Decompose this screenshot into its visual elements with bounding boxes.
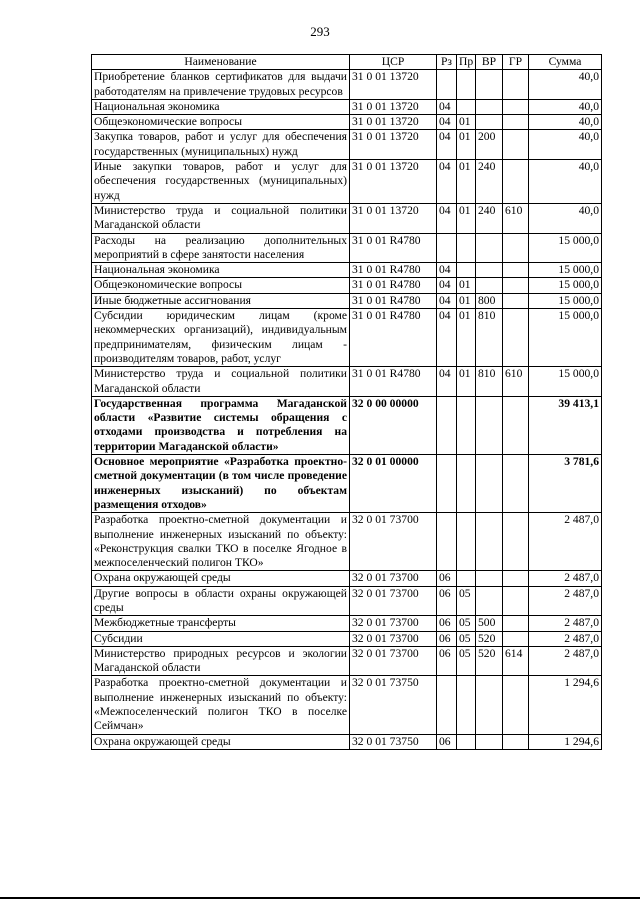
table-row	[92, 586, 602, 616]
cell-gr	[503, 513, 529, 571]
cell-vr: 240	[476, 203, 503, 233]
cell-rz: 04	[437, 309, 457, 367]
cell-vr	[476, 586, 503, 616]
cell-sum: 2 487,0	[529, 571, 602, 586]
cell-rz: 06	[437, 586, 457, 616]
cell-csr: 31 0 01 R4780	[350, 367, 437, 397]
cell-rz: 04	[437, 115, 457, 130]
cell-sum: 40,0	[529, 130, 602, 160]
cell-vr	[476, 676, 503, 734]
cell-sum: 1 294,6	[529, 676, 602, 734]
cell-sum: 15 000,0	[529, 278, 602, 293]
cell-rz: 04	[437, 263, 457, 278]
cell-name: Межбюджетные трансферты	[92, 616, 350, 631]
cell-sum: 2 487,0	[529, 513, 602, 571]
cell-name: Национальная экономика	[92, 263, 350, 278]
cell-sum: 39 413,1	[529, 396, 602, 454]
cell-csr: 31 0 01 13720	[350, 115, 437, 130]
table-row	[92, 367, 602, 397]
cell-vr	[476, 278, 503, 293]
cell-pr: 01	[457, 278, 476, 293]
table-row	[92, 616, 602, 631]
cell-sum: 1 294,6	[529, 734, 602, 749]
cell-rz: 04	[437, 278, 457, 293]
cell-pr	[457, 263, 476, 278]
table-row	[92, 99, 602, 114]
cell-name: Министерство труда и социальной политики Магаданской области	[92, 203, 350, 233]
cell-name: Охрана окружающей среды	[92, 571, 350, 586]
cell-pr	[457, 99, 476, 114]
table-row	[92, 278, 602, 293]
cell-gr	[503, 616, 529, 631]
cell-vr: 810	[476, 367, 503, 397]
cell-csr: 32 0 01 73700	[350, 631, 437, 646]
table-row	[92, 396, 602, 454]
cell-sum: 15 000,0	[529, 293, 602, 308]
cell-pr: 01	[457, 293, 476, 308]
cell-vr	[476, 513, 503, 571]
cell-rz: 04	[437, 293, 457, 308]
cell-name: Национальная экономика	[92, 99, 350, 114]
cell-rz	[437, 513, 457, 571]
cell-csr: 32 0 01 73700	[350, 513, 437, 571]
table-row	[92, 455, 602, 513]
cell-vr	[476, 99, 503, 114]
cell-name: Иные закупки товаров, работ и услуг для обеспечения государственных (муниципальных) нужд	[92, 160, 350, 204]
cell-pr	[457, 455, 476, 513]
cell-csr: 32 0 00 00000	[350, 396, 437, 454]
cell-csr: 32 0 01 73700	[350, 571, 437, 586]
cell-name: Министерство природных ресурсов и экологии Магаданской области	[92, 646, 350, 676]
cell-csr: 32 0 01 00000	[350, 455, 437, 513]
cell-vr	[476, 115, 503, 130]
cell-csr: 32 0 01 73700	[350, 586, 437, 616]
cell-name: Государственная программа Магаданской области «Развитие системы обращения с отходами производства и потребления на территории Магаданской области»	[92, 396, 350, 454]
cell-gr	[503, 70, 529, 100]
cell-sum: 40,0	[529, 160, 602, 204]
cell-gr	[503, 293, 529, 308]
cell-name: Субсидии юридическим лицам (кроме некоммерческих организаций), индивидуальным предпринимателям, физическим лицам - производителям товаров, работ, услуг	[92, 309, 350, 367]
table-row	[92, 293, 602, 308]
cell-gr	[503, 586, 529, 616]
cell-sum: 40,0	[529, 115, 602, 130]
cell-vr: 520	[476, 631, 503, 646]
cell-pr: 01	[457, 130, 476, 160]
cell-vr	[476, 571, 503, 586]
table-row	[92, 203, 602, 233]
cell-name: Разработка проектно-сметной документации и выполнение инженерных изысканий по объекту: «Межпоселенческий полигон ТКО в поселке Сеймчан»	[92, 676, 350, 734]
cell-vr: 810	[476, 309, 503, 367]
page-number: 293	[310, 24, 330, 39]
header-name: Наименование	[92, 55, 350, 70]
cell-vr: 500	[476, 616, 503, 631]
cell-name: Основное мероприятие «Разработка проектно-сметной документации (в том числе проведение инженерных изысканий) по объектам размещения отходов»	[92, 455, 350, 513]
cell-gr	[503, 571, 529, 586]
table-row	[92, 513, 602, 571]
cell-gr	[503, 676, 529, 734]
table-row	[92, 571, 602, 586]
cell-sum: 15 000,0	[529, 309, 602, 367]
cell-vr	[476, 233, 503, 263]
cell-name: Министерство труда и социальной политики Магаданской области	[92, 367, 350, 397]
cell-name: Другие вопросы в области охраны окружающей среды	[92, 586, 350, 616]
cell-name: Расходы на реализацию дополнительных мероприятий в сфере занятости населения	[92, 233, 350, 263]
cell-rz	[437, 455, 457, 513]
cell-sum: 2 487,0	[529, 646, 602, 676]
cell-gr	[503, 160, 529, 204]
cell-pr: 05	[457, 646, 476, 676]
cell-name: Субсидии	[92, 631, 350, 646]
cell-gr	[503, 631, 529, 646]
cell-sum: 2 487,0	[529, 586, 602, 616]
table-row	[92, 130, 602, 160]
table-row	[92, 309, 602, 367]
cell-vr: 240	[476, 160, 503, 204]
cell-name: Охрана окружающей среды	[92, 734, 350, 749]
header-rz: Рз	[437, 55, 457, 70]
cell-pr	[457, 676, 476, 734]
cell-rz: 06	[437, 631, 457, 646]
cell-csr: 31 0 01 R4780	[350, 233, 437, 263]
table-row	[92, 233, 602, 263]
cell-csr: 31 0 01 R4780	[350, 278, 437, 293]
cell-gr	[503, 455, 529, 513]
cell-gr	[503, 278, 529, 293]
table-row	[92, 646, 602, 676]
cell-name: Разработка проектно-сметной документации и выполнение инженерных изысканий по объекту: «Реконструкция свалки ТКО в поселке Ягодное в межпоселенческий полигон ТКО»	[92, 513, 350, 571]
cell-vr: 520	[476, 646, 503, 676]
cell-csr: 31 0 01 R4780	[350, 263, 437, 278]
cell-sum: 15 000,0	[529, 263, 602, 278]
cell-pr: 05	[457, 586, 476, 616]
cell-csr: 31 0 01 13720	[350, 70, 437, 100]
cell-name: Закупка товаров, работ и услуг для обеспечения государственных (муниципальных) нужд	[92, 130, 350, 160]
cell-rz: 06	[437, 646, 457, 676]
cell-csr: 31 0 01 13720	[350, 130, 437, 160]
cell-rz: 06	[437, 734, 457, 749]
cell-csr: 31 0 01 13720	[350, 160, 437, 204]
cell-rz	[437, 70, 457, 100]
cell-sum: 15 000,0	[529, 233, 602, 263]
cell-pr	[457, 396, 476, 454]
cell-csr: 31 0 01 R4780	[350, 293, 437, 308]
table-header-row	[92, 55, 602, 70]
cell-gr	[503, 734, 529, 749]
cell-name: Общеэкономические вопросы	[92, 278, 350, 293]
cell-rz: 04	[437, 367, 457, 397]
cell-rz: 06	[437, 616, 457, 631]
cell-name: Общеэкономические вопросы	[92, 115, 350, 130]
cell-csr: 31 0 01 13720	[350, 203, 437, 233]
cell-pr	[457, 513, 476, 571]
cell-pr: 05	[457, 631, 476, 646]
cell-vr	[476, 70, 503, 100]
cell-vr	[476, 263, 503, 278]
table-row	[92, 734, 602, 749]
cell-rz	[437, 233, 457, 263]
cell-sum: 15 000,0	[529, 367, 602, 397]
budget-table	[91, 54, 602, 750]
cell-sum: 40,0	[529, 203, 602, 233]
cell-gr: 614	[503, 646, 529, 676]
cell-gr	[503, 263, 529, 278]
cell-pr: 01	[457, 203, 476, 233]
cell-csr: 32 0 01 73750	[350, 734, 437, 749]
table-body	[92, 70, 602, 750]
cell-vr	[476, 455, 503, 513]
cell-csr: 31 0 01 13720	[350, 99, 437, 114]
header-pr: Пр	[457, 55, 476, 70]
cell-gr	[503, 233, 529, 263]
header-vr: ВР	[476, 55, 503, 70]
table-row	[92, 70, 602, 100]
cell-gr	[503, 396, 529, 454]
table-row	[92, 676, 602, 734]
cell-vr	[476, 396, 503, 454]
cell-sum: 2 487,0	[529, 631, 602, 646]
cell-pr: 01	[457, 367, 476, 397]
cell-pr: 01	[457, 160, 476, 204]
cell-name: Приобретение бланков сертификатов для выдачи работодателям на привлечение трудовых ресурсов	[92, 70, 350, 100]
header-gr: ГР	[503, 55, 529, 70]
cell-pr	[457, 734, 476, 749]
cell-gr	[503, 115, 529, 130]
cell-gr: 610	[503, 203, 529, 233]
cell-rz: 04	[437, 160, 457, 204]
cell-csr: 32 0 01 73700	[350, 616, 437, 631]
cell-vr: 200	[476, 130, 503, 160]
cell-pr	[457, 571, 476, 586]
cell-pr	[457, 233, 476, 263]
cell-vr	[476, 734, 503, 749]
bottom-rule	[0, 897, 640, 899]
cell-csr: 32 0 01 73750	[350, 676, 437, 734]
cell-pr	[457, 70, 476, 100]
table-row	[92, 115, 602, 130]
header-csr: ЦСР	[350, 55, 437, 70]
cell-rz: 06	[437, 571, 457, 586]
table-row	[92, 263, 602, 278]
cell-vr: 800	[476, 293, 503, 308]
table-row	[92, 631, 602, 646]
cell-sum: 3 781,6	[529, 455, 602, 513]
cell-rz: 04	[437, 130, 457, 160]
cell-gr	[503, 309, 529, 367]
cell-gr: 610	[503, 367, 529, 397]
table-row	[92, 160, 602, 204]
cell-gr	[503, 130, 529, 160]
cell-rz: 04	[437, 99, 457, 114]
cell-pr: 01	[457, 115, 476, 130]
header-sum: Сумма	[529, 55, 602, 70]
cell-csr: 32 0 01 73700	[350, 646, 437, 676]
cell-csr: 31 0 01 R4780	[350, 309, 437, 367]
cell-pr: 01	[457, 309, 476, 367]
cell-gr	[503, 99, 529, 114]
cell-name: Иные бюджетные ассигнования	[92, 293, 350, 308]
cell-sum: 2 487,0	[529, 616, 602, 631]
cell-sum: 40,0	[529, 99, 602, 114]
cell-sum: 40,0	[529, 70, 602, 100]
cell-pr: 05	[457, 616, 476, 631]
cell-rz	[437, 676, 457, 734]
cell-rz: 04	[437, 203, 457, 233]
cell-rz	[437, 396, 457, 454]
